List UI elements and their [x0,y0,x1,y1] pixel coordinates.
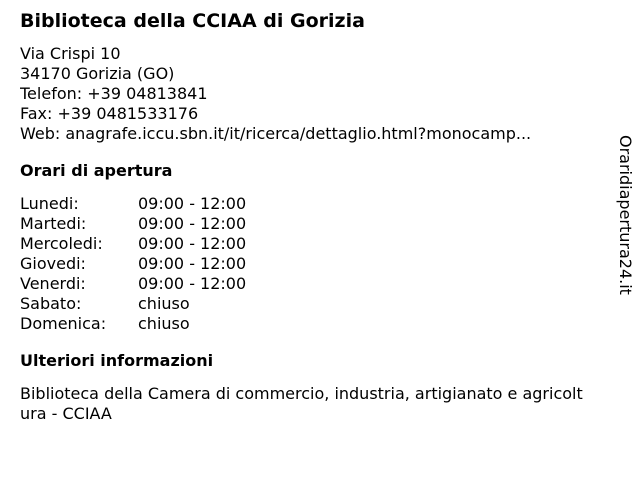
hours-row-monday [20,194,610,214]
library-info-card [20,8,610,424]
hours-value: 09:00 - 12:00 [138,274,247,293]
day-label: Mercoledi: [20,234,103,253]
day-label: Sabato: [20,294,82,313]
hours-value: 09:00 - 12:00 [138,214,247,233]
hours-row-thursday [20,254,610,274]
web-link[interactable] [20,124,610,144]
hours-row-sunday [20,314,610,334]
further-info-text: Biblioteca della Camera di commercio, industria, artigianato e agricoltura - CCIAA [20,384,583,423]
day-label: Martedi: [20,214,87,233]
hours-value: chiuso [138,314,190,333]
page-title: Biblioteca della CCIAA di Gorizia [20,10,365,32]
hours-value: 09:00 - 12:00 [138,234,247,253]
opening-hours-heading: Orari di apertura [20,161,173,180]
web-url[interactable]: Web: anagrafe.iccu.sbn.it/it/ricerca/dettaglio.html?monocamp... [20,124,532,143]
address-city: 34170 Gorizia (GO) [20,64,175,83]
fax-number: Fax: +39 0481533176 [20,104,199,123]
day-label: Venerdi: [20,274,86,293]
day-label: Domenica: [20,314,107,333]
hours-row-tuesday [20,214,610,234]
phone-number[interactable]: Telefon: +39 04813841 [20,84,208,103]
hours-value: 09:00 - 12:00 [138,254,247,273]
hours-row-wednesday [20,234,610,254]
opening-hours-table [20,194,610,334]
hours-value: chiuso [138,294,190,313]
further-info-heading: Ulteriori informazioni [20,351,214,370]
day-label: Giovedi: [20,254,86,273]
address-street: Via Crispi 10 [20,44,121,63]
hours-row-friday [20,274,610,294]
hours-row-saturday [20,294,610,314]
site-brand-label: Oraridiapertura24.it [616,135,635,295]
hours-value: 09:00 - 12:00 [138,194,247,213]
day-label: Lunedi: [20,194,79,213]
